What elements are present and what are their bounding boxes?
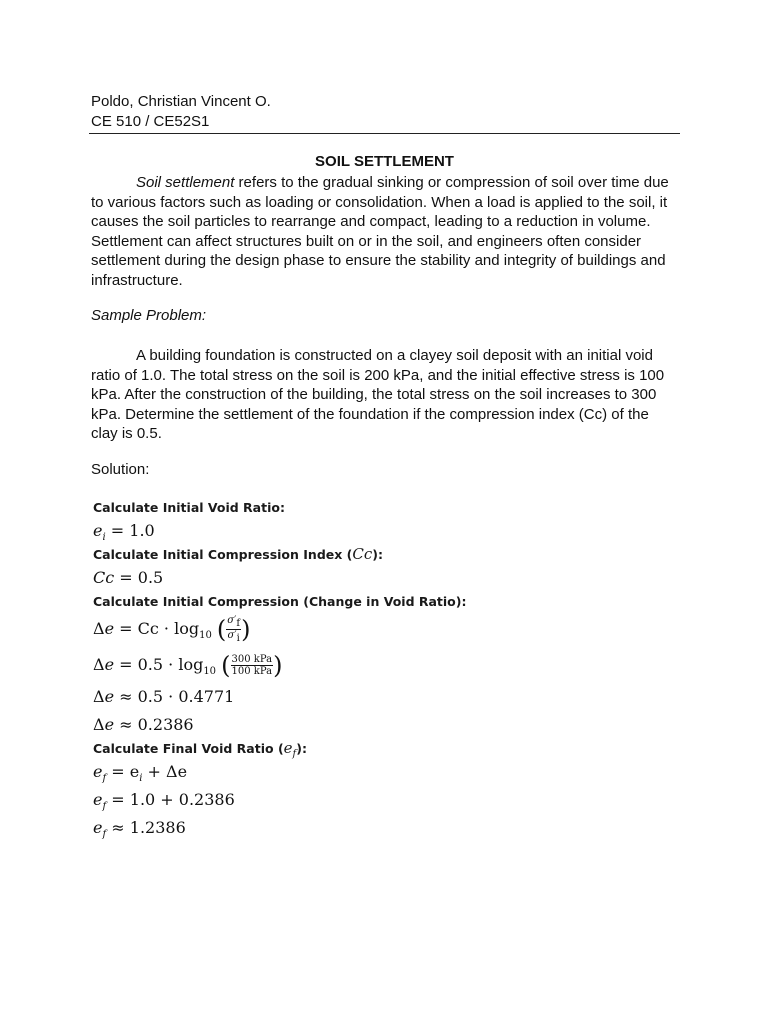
step-heading-initial-void-ratio: Calculate Initial Void Ratio: <box>93 500 285 515</box>
equation-compression-index: Cc = 0.5 <box>93 568 164 587</box>
equation-final-void-ratio-result: $e_f \approx 1.2386$ <box>93 818 186 841</box>
intro-term: Soil settlement <box>136 174 235 191</box>
equation-delta-e-approx: Δe ≈ 0.5 · 0.4771 <box>93 687 235 706</box>
equation-final-void-ratio-substituted: $e_f = 1.0 + 0.2386$ <box>93 790 235 813</box>
problem-paragraph <box>91 346 676 444</box>
equation-delta-e-substituted: $\Delta e = 0.5 \cdot \log_{10}$ ( $\frac{\text{300 kPa}}{\text{100 kPa}}$ ) <box>93 651 283 680</box>
solution-label: Solution: <box>91 461 150 478</box>
equation-delta-e-result: Δe ≈ 0.2386 <box>93 715 194 734</box>
header-divider <box>89 133 680 134</box>
solution-steps <box>93 498 693 842</box>
page-title: SOIL SETTLEMENT <box>315 153 454 170</box>
document-header <box>91 92 271 132</box>
step-heading-change-in-void-ratio: Calculate Initial Compression (Change in Void Ratio): <box>93 594 467 609</box>
course-code: CE 510 / CE52S1 <box>91 113 210 130</box>
problem-text: A building foundation is constructed on a clayey soil deposit with an initial void ratio of 1.0. The total stress on the soil is 200 kPa, and the initial effective stress is 100 kPa. After the construction of the building, the total stress on the soil increases to 300 kPa. Determine the settlement of the foundation if the compression index (Cc) of the clay is 0.5. <box>91 347 665 442</box>
step-heading-compression-index: Calculate Initial Compression Index (Cc): <box>93 545 383 563</box>
equation-initial-void-ratio: $e_i = 1.0$ <box>93 521 155 544</box>
author-name: Poldo, Christian Vincent O. <box>91 93 271 110</box>
equation-delta-e-formula: $\Delta e = Cc \cdot \log_{10}$ ( $\frac{\sigma'_f}{\sigma'_i}$ ) <box>93 615 251 644</box>
step-heading-final-void-ratio: Calculate Final Void Ratio $(e_f)$: <box>93 739 307 760</box>
sample-problem-label: Sample Problem: <box>91 307 207 324</box>
intro-text: refers to the gradual sinking or compression of soil over time due to various factors such as loading or consolidation. When a load is applied to the soil, it causes the soil particles to rearrange and compact, leading to a reduction in volume. Settlement can affect structures built on or in the soil, and engineers often consider settlement during the design phase to ensure the stability and integrity of buildings and infrastructure. <box>91 174 669 289</box>
equation-final-void-ratio-formula: $e_f = e_i + \Delta e$ <box>93 762 188 785</box>
intro-paragraph <box>91 173 676 290</box>
